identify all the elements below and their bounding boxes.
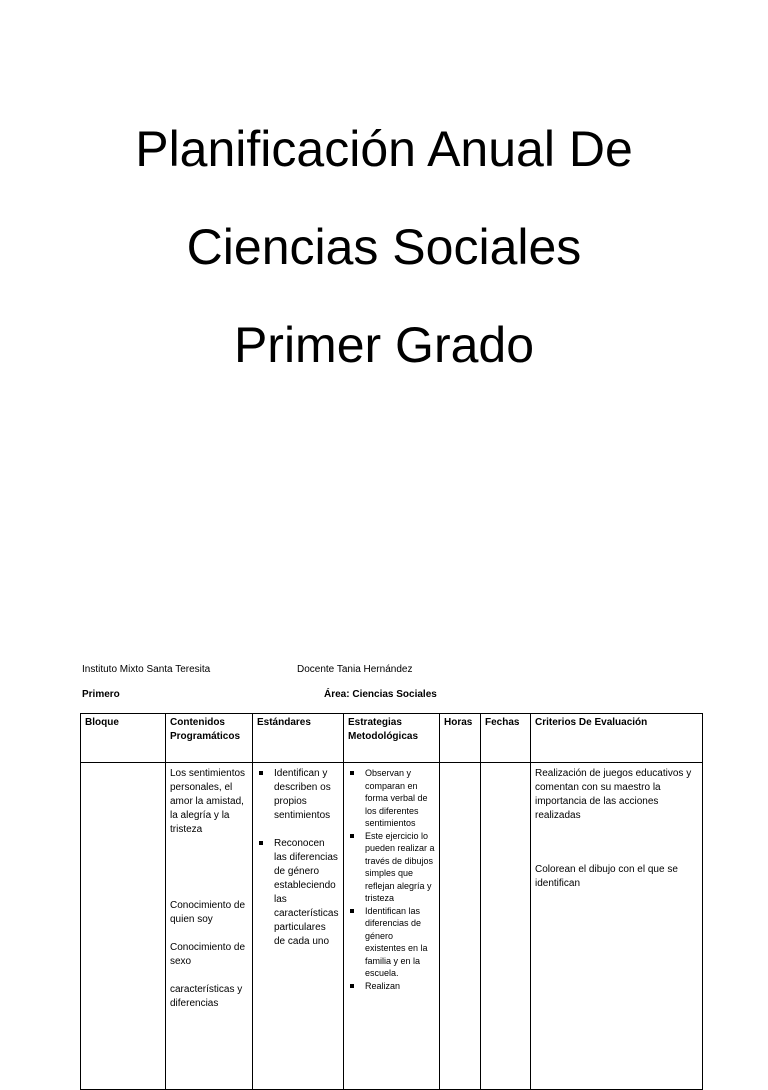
teacher-name: Docente Tania Hernández bbox=[297, 664, 413, 675]
col-header-fechas: Fechas bbox=[481, 714, 531, 763]
cell-contenidos bbox=[166, 763, 253, 1090]
title-line-2: Ciencias Sociales bbox=[186, 219, 582, 275]
title-line-3: Primer Grado bbox=[233, 317, 535, 373]
cell-estandares bbox=[253, 763, 344, 1090]
document-title bbox=[0, 100, 768, 394]
estrategia-item: Observan y comparan en forma verbal de los diferentes sentimientos bbox=[348, 767, 435, 830]
grade-label: Primero bbox=[82, 689, 120, 700]
col-header-horas: Horas bbox=[440, 714, 481, 763]
col-header-estrategias: Estrategias Metodológicas bbox=[344, 714, 440, 763]
school-name: Instituto Mixto Santa Teresita bbox=[82, 664, 211, 675]
estandar-item: Identifican y describen os propios sentimientos bbox=[257, 767, 339, 823]
cell-estrategias bbox=[344, 763, 440, 1090]
estrategia-item: Realizan bbox=[348, 980, 435, 993]
contenido-item: Los sentimientos personales, el amor la amistad, la alegría y la tristeza bbox=[170, 768, 246, 835]
estrategia-item: Identifican las diferencias de género existentes en la familia y en la escuela. bbox=[348, 905, 435, 980]
criterio-item: Colorean el dibujo con el que se identifican bbox=[535, 864, 678, 889]
contenido-item: características y diferencias bbox=[170, 984, 243, 1009]
cell-horas bbox=[440, 763, 481, 1090]
contenido-item: Conocimiento de sexo bbox=[170, 942, 246, 967]
criterio-item: Realización de juegos educativos y comentan con su maestro la importancia de las acciones realizadas bbox=[535, 768, 692, 821]
table-header-row bbox=[81, 714, 703, 763]
cell-bloque bbox=[81, 763, 166, 1090]
cell-fechas bbox=[481, 763, 531, 1090]
area-label: Área: Ciencias Sociales bbox=[324, 689, 437, 700]
contenido-item: Conocimiento de quien soy bbox=[170, 900, 246, 925]
col-header-criterios: Criterios De Evaluación bbox=[531, 714, 703, 763]
cell-criterios bbox=[531, 763, 703, 1090]
table-row bbox=[81, 763, 703, 1090]
title-line-1: Planificación Anual De bbox=[135, 121, 633, 177]
estrategia-item: Este ejercicio lo pueden realizar a través de dibujos simples que reflejan alegría y tristeza bbox=[348, 830, 435, 905]
estrategias-list bbox=[348, 767, 435, 992]
col-header-estandares: Estándares bbox=[253, 714, 344, 763]
col-header-contenidos: Contenidos Programáticos bbox=[166, 714, 253, 763]
planning-table bbox=[80, 713, 703, 1090]
col-header-bloque: Bloque bbox=[81, 714, 166, 763]
estandar-item: Reconocen las diferencias de género estableciendo las características particulares de cada uno bbox=[257, 837, 339, 949]
estandares-list bbox=[257, 767, 339, 949]
